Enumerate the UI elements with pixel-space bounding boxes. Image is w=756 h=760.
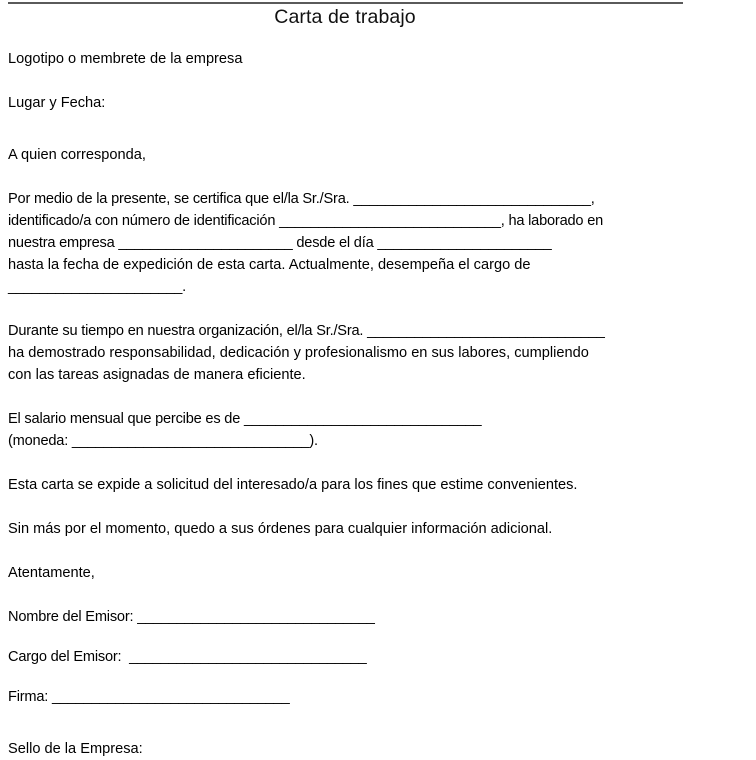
- issuer-position-block: [8, 646, 708, 668]
- company-seal-block: [8, 738, 708, 760]
- spacer: [8, 584, 708, 606]
- logo-letterhead-line: Logotipo o membrete de la empresa: [8, 51, 243, 67]
- letter-body: [8, 48, 708, 760]
- paragraph-employment-certification: [8, 188, 708, 298]
- certification-line-5: ______________________.: [8, 279, 187, 295]
- valediction-block: [8, 562, 708, 584]
- certification-line-3: nuestra empresa ______________________ desde el día ______________________: [8, 235, 552, 251]
- purpose-line: Esta carta se expide a solicitud del interesado/a para los fines que estime convenientes.: [8, 477, 578, 493]
- performance-line-3: con las tareas asignadas de manera eficiente.: [8, 367, 306, 383]
- place-date-line: Lugar y Fecha:: [8, 95, 106, 111]
- company-header-block: [8, 48, 708, 70]
- spacer: [8, 386, 708, 408]
- signature-block: [8, 686, 708, 708]
- paragraph-closing-remark: [8, 518, 708, 540]
- performance-line-2: ha demostrado responsabilidad, dedicación y profesionalismo en sus labores, cumpliendo: [8, 345, 589, 361]
- performance-line-1: Durante su tiempo en nuestra organización, el/la Sr./Sra. ______________________________: [8, 323, 605, 339]
- spacer: [8, 70, 708, 92]
- spacer: [8, 452, 708, 474]
- certification-line-2: identificado/a con número de identificación ____________________________, ha laborado en: [8, 213, 604, 229]
- salutation-block: [8, 144, 708, 166]
- spacer: [8, 668, 708, 686]
- page-title: Carta de trabajo: [274, 6, 416, 28]
- signature-field: Firma: ______________________________: [8, 689, 290, 705]
- closing-remark-line: Sin más por el momento, quedo a sus órdenes para cualquier información adicional.: [8, 521, 553, 537]
- company-seal-label: Sello de la Empresa:: [8, 741, 143, 757]
- issuer-name-block: [8, 606, 708, 628]
- certification-line-4: hasta la fecha de expedición de esta carta. Actualmente, desempeña el cargo de: [8, 257, 531, 273]
- paragraph-performance: [8, 320, 708, 386]
- spacer: [8, 114, 708, 144]
- spacer: [8, 166, 708, 188]
- salutation-line: A quien corresponda,: [8, 147, 146, 163]
- place-date-block: [8, 92, 708, 114]
- valediction-line: Atentamente,: [8, 565, 95, 581]
- salary-line-1: El salario mensual que percibe es de ______________________________: [8, 411, 482, 427]
- salary-line-2: (moneda: ______________________________).: [8, 433, 318, 449]
- issuer-name-field: Nombre del Emisor: ______________________________: [8, 609, 375, 625]
- spacer: [8, 708, 708, 738]
- paragraph-salary: [8, 408, 708, 452]
- spacer: [8, 496, 708, 518]
- certification-line-1: Por medio de la presente, se certifica que el/la Sr./Sra. ______________________________,: [8, 191, 595, 207]
- issuer-position-field: Cargo del Emisor: ______________________________: [8, 649, 367, 665]
- spacer: [8, 628, 708, 646]
- paragraph-purpose: [8, 474, 708, 496]
- spacer: [8, 298, 708, 320]
- spacer: [8, 540, 708, 562]
